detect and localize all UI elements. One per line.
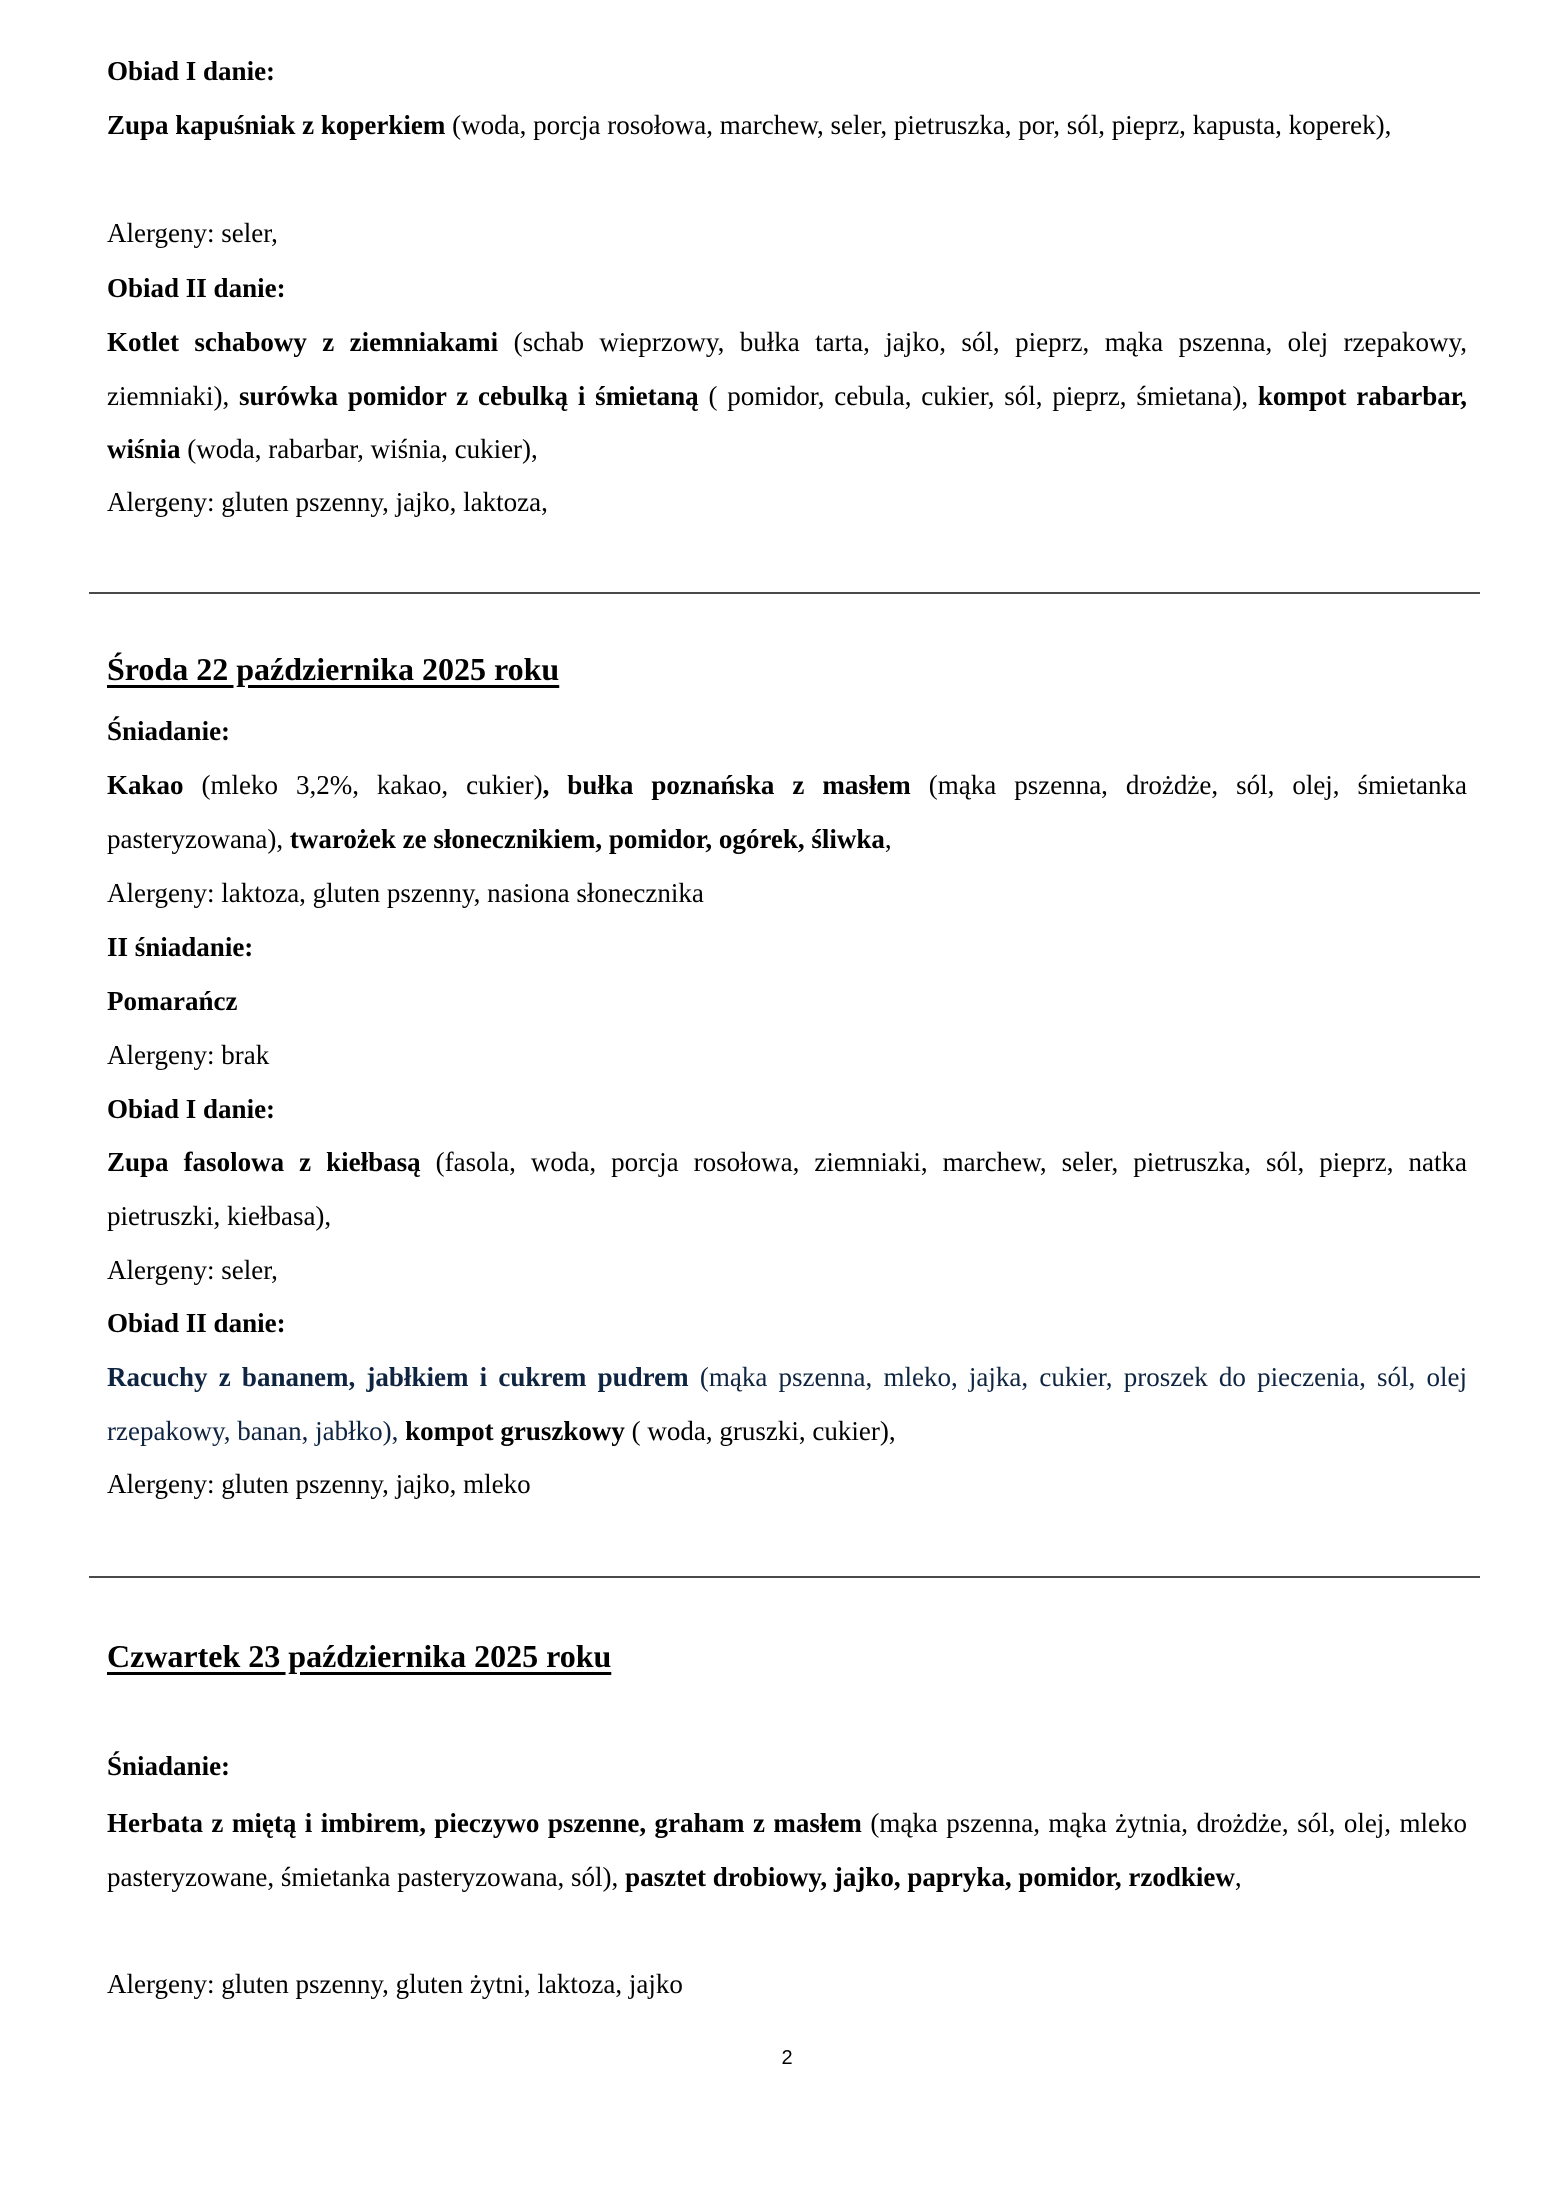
dish-name: twarożek ze słonecznikiem, pomidor, ogórek, śliwka [289,823,885,854]
dish-ingredients: (mąka pszenna, mąka żytnia, drożdże, sól, olej, mleko pasteryzowane, śmietanka pasteryzowana, sól), [107,1808,1467,1892]
dish-name: kompot gruszkowy [398,1415,625,1446]
breakfast-label: Śniadanie: [107,716,231,746]
day-heading-wednesday: Środa 22 października 2025 roku [107,651,560,687]
dish-ingredients: (woda, rabarbar, wiśnia, cukier), [180,434,538,465]
punctuation: , [884,823,892,854]
section-divider [89,592,1480,594]
dish-name: Zupa fasolowa z kiełbasą [107,1147,421,1177]
obiad1-menu-item [107,1136,1467,1243]
breakfast2-dish: Pomarańcz [107,986,238,1016]
allergens-line: Alergeny: seler, [107,1255,278,1285]
dish-name: , bułka poznańska z masłem [542,770,911,800]
allergens-line: Alergeny: brak [107,1040,270,1070]
obiad2-label: Obiad II danie: [107,1308,286,1338]
obiad2-menu-item [107,316,1467,477]
dish-ingredients: (schab wieprzowy, bułka tarta, jajko, sól, pieprz, mąka pszenna, olej rzepakowy, ziemniaki), [107,327,1467,411]
breakfast-label: Śniadanie: [107,1751,231,1781]
dish-name: Kakao [107,770,184,800]
dish-name: Zupa kapuśniak z koperkiem [107,110,446,140]
day-heading-thursday: Czwartek 23 października 2025 roku [107,1638,612,1674]
allergens-line: Alergeny: gluten pszenny, gluten żytni, laktoza, jajko [107,1969,683,1999]
dish-name: Herbata z miętą i imbirem, pieczywo pszenne, graham z masłem [107,1808,862,1838]
allergens-line: Alergeny: seler, [107,218,278,248]
dish-ingredients: (mleko 3,2%, kakao, cukier) [183,770,543,800]
breakfast-menu-item [107,1797,1467,1904]
obiad1-label: Obiad I danie: [107,56,276,86]
allergens-line: Alergeny: gluten pszenny, jajko, laktoza, [107,487,548,517]
dish-ingredients: ( woda, gruszki, cukier), [624,1415,896,1446]
dish-name: surówka pomidor z cebulką i śmietaną [239,380,699,411]
dish-name: pasztet drobiowy, jajko, papryka, pomidor, rzodkiew [625,1861,1235,1892]
breakfast2-label: II śniadanie: [107,932,254,962]
breakfast-menu-item [107,759,1467,866]
obiad1-label: Obiad I danie: [107,1094,276,1124]
obiad2-label: Obiad II danie: [107,273,286,303]
dish-name: Kotlet schabowy z ziemniakami [107,327,499,357]
allergens-line: Alergeny: gluten pszenny, jajko, mleko [107,1469,531,1499]
section-divider [89,1576,1480,1578]
obiad1-menu-item [107,99,1467,153]
obiad2-menu-item [107,1351,1467,1458]
dish-ingredients: ( pomidor, cebula, cukier, sól, pieprz, śmietana), [698,380,1258,411]
dish-name: Racuchy z bananem, jabłkiem i cukrem pudrem [107,1362,689,1392]
dish-ingredients: (woda, porcja rosołowa, marchew, seler, pietruszka, por, sól, pieprz, kapusta, koperek), [445,110,1392,140]
dish-name: kompot rabarbar, wiśnia [107,380,1467,465]
allergens-line: Alergeny: laktoza, gluten pszenny, nasiona słonecznika [107,878,704,908]
dish-ingredients: (mąka pszenna, mleko, jajka, cukier, proszek do pieczenia, sól, olej rzepakowy, banan, jabłko), [107,1362,1468,1446]
punctuation: , [1234,1861,1242,1892]
page-number: 2 [781,2047,793,2069]
dish-ingredients: (mąka pszenna, drożdże, sól, olej, śmietanka pasteryzowana), [107,770,1467,854]
dish-ingredients: (fasola, woda, porcja rosołowa, ziemniaki, marchew, seler, pietruszka, sól, pieprz, natka pietruszki, kiełbasa), [107,1147,1467,1231]
